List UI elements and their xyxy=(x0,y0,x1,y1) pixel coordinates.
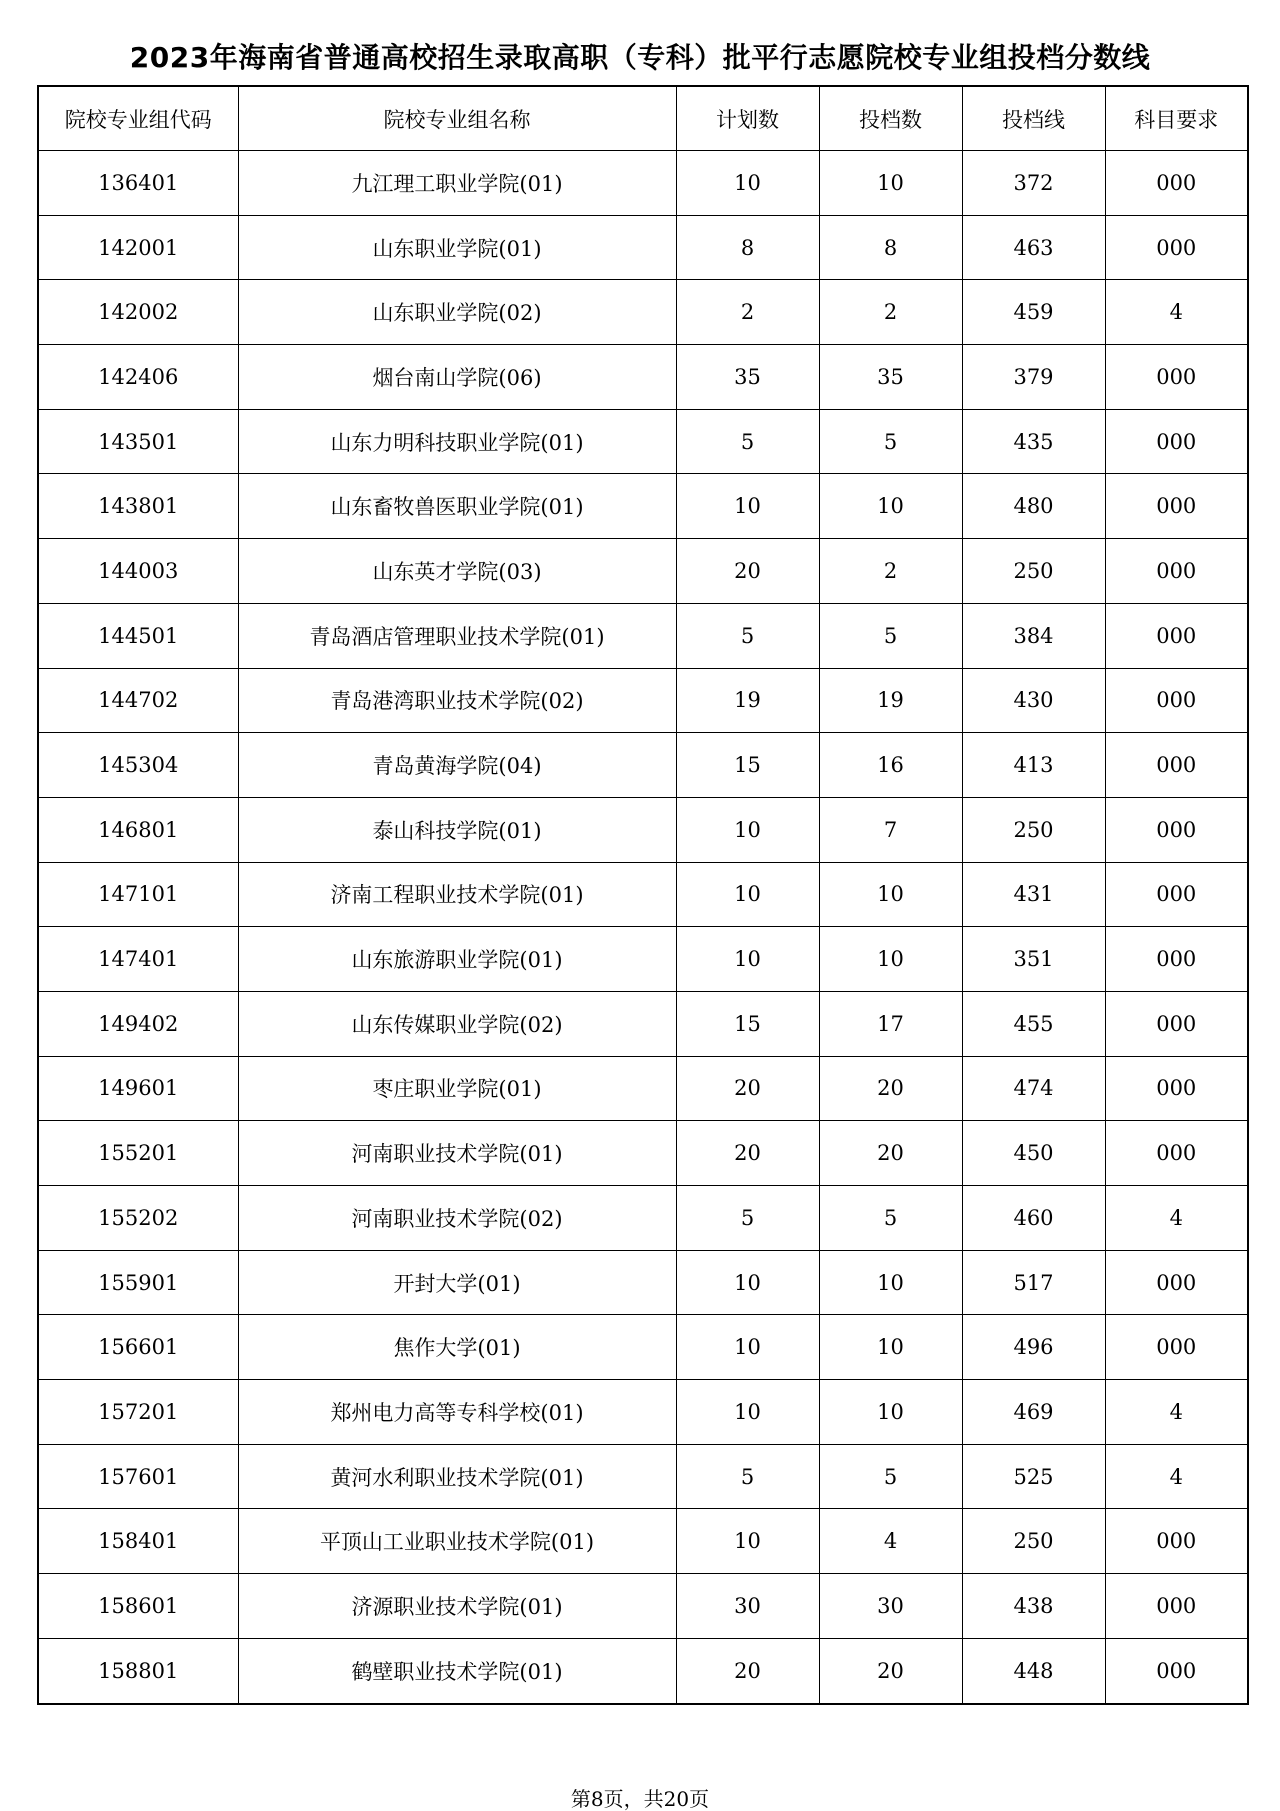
table-header-row xyxy=(38,86,1248,151)
cell-plan: 5 xyxy=(676,603,819,668)
table-row xyxy=(38,539,1248,604)
cell-cutoff: 474 xyxy=(962,1056,1105,1121)
cell-admitted: 8 xyxy=(819,215,962,280)
cell-name: 青岛黄海学院(04) xyxy=(238,733,676,798)
cell-plan: 10 xyxy=(676,797,819,862)
table-row xyxy=(38,215,1248,280)
cell-cutoff: 435 xyxy=(962,409,1105,474)
table-row xyxy=(38,1380,1248,1445)
cell-subject: 4 xyxy=(1105,1186,1248,1251)
cell-code: 156601 xyxy=(38,1315,238,1380)
cell-code: 158801 xyxy=(38,1638,238,1703)
cell-code: 145304 xyxy=(38,733,238,798)
cell-cutoff: 517 xyxy=(962,1250,1105,1315)
table-row xyxy=(38,151,1248,216)
cell-admitted: 4 xyxy=(819,1509,962,1574)
cell-name: 山东力明科技职业学院(01) xyxy=(238,409,676,474)
cell-plan: 20 xyxy=(676,1121,819,1186)
cell-admitted: 10 xyxy=(819,474,962,539)
table-row xyxy=(38,927,1248,992)
cell-plan: 19 xyxy=(676,668,819,733)
table-row xyxy=(38,409,1248,474)
cell-cutoff: 250 xyxy=(962,1509,1105,1574)
table-row xyxy=(38,603,1248,668)
cell-plan: 20 xyxy=(676,1056,819,1121)
cell-name: 山东英才学院(03) xyxy=(238,539,676,604)
cell-name: 郑州电力高等专科学校(01) xyxy=(238,1380,676,1445)
cell-name: 鹤壁职业技术学院(01) xyxy=(238,1638,676,1703)
cell-admitted: 5 xyxy=(819,409,962,474)
cell-subject: 000 xyxy=(1105,862,1248,927)
cell-code: 155901 xyxy=(38,1250,238,1315)
cell-admitted: 10 xyxy=(819,151,962,216)
cell-name: 山东畜牧兽医职业学院(01) xyxy=(238,474,676,539)
cell-plan: 5 xyxy=(676,409,819,474)
table-row xyxy=(38,1121,1248,1186)
cell-plan: 8 xyxy=(676,215,819,280)
cell-subject: 000 xyxy=(1105,1056,1248,1121)
cell-name: 河南职业技术学院(01) xyxy=(238,1121,676,1186)
cell-admitted: 20 xyxy=(819,1121,962,1186)
cell-admitted: 20 xyxy=(819,1638,962,1703)
cell-code: 155202 xyxy=(38,1186,238,1251)
cell-cutoff: 460 xyxy=(962,1186,1105,1251)
cell-code: 136401 xyxy=(38,151,238,216)
cell-admitted: 10 xyxy=(819,1315,962,1380)
cell-cutoff: 459 xyxy=(962,280,1105,345)
header-code: 院校专业组代码 xyxy=(38,86,238,151)
cell-name: 泰山科技学院(01) xyxy=(238,797,676,862)
cell-code: 158601 xyxy=(38,1574,238,1639)
cell-admitted: 19 xyxy=(819,668,962,733)
cell-name: 济源职业技术学院(01) xyxy=(238,1574,676,1639)
cell-code: 144003 xyxy=(38,539,238,604)
cell-plan: 20 xyxy=(676,539,819,604)
cell-plan: 10 xyxy=(676,474,819,539)
header-cutoff: 投档线 xyxy=(962,86,1105,151)
cell-code: 142001 xyxy=(38,215,238,280)
table-row xyxy=(38,1574,1248,1639)
cell-admitted: 16 xyxy=(819,733,962,798)
cell-cutoff: 384 xyxy=(962,603,1105,668)
cell-name: 开封大学(01) xyxy=(238,1250,676,1315)
cell-cutoff: 430 xyxy=(962,668,1105,733)
cell-name: 山东旅游职业学院(01) xyxy=(238,927,676,992)
cell-cutoff: 463 xyxy=(962,215,1105,280)
cell-cutoff: 525 xyxy=(962,1444,1105,1509)
cell-cutoff: 469 xyxy=(962,1380,1105,1445)
cell-subject: 000 xyxy=(1105,1574,1248,1639)
cell-name: 九江理工职业学院(01) xyxy=(238,151,676,216)
cell-plan: 10 xyxy=(676,1250,819,1315)
cell-code: 147401 xyxy=(38,927,238,992)
cell-plan: 10 xyxy=(676,927,819,992)
cell-plan: 20 xyxy=(676,1638,819,1703)
cell-admitted: 2 xyxy=(819,280,962,345)
cell-subject: 000 xyxy=(1105,539,1248,604)
cell-subject: 000 xyxy=(1105,603,1248,668)
cell-subject: 000 xyxy=(1105,409,1248,474)
cell-subject: 000 xyxy=(1105,733,1248,798)
cell-cutoff: 372 xyxy=(962,151,1105,216)
table-row xyxy=(38,1638,1248,1703)
table-body xyxy=(38,151,1248,1704)
cell-plan: 30 xyxy=(676,1574,819,1639)
cell-subject: 000 xyxy=(1105,1121,1248,1186)
page-title: 2023年海南省普通高校招生录取高职（专科）批平行志愿院校专业组投档分数线 xyxy=(129,41,1151,74)
cell-name: 山东职业学院(01) xyxy=(238,215,676,280)
table-row xyxy=(38,474,1248,539)
table-row xyxy=(38,1315,1248,1380)
cell-admitted: 5 xyxy=(819,1444,962,1509)
cell-cutoff: 438 xyxy=(962,1574,1105,1639)
cell-code: 142406 xyxy=(38,345,238,410)
cell-code: 146801 xyxy=(38,797,238,862)
cell-subject: 000 xyxy=(1105,151,1248,216)
cell-name: 平顶山工业职业技术学院(01) xyxy=(238,1509,676,1574)
cell-name: 青岛酒店管理职业技术学院(01) xyxy=(238,603,676,668)
cell-admitted: 35 xyxy=(819,345,962,410)
header-name: 院校专业组名称 xyxy=(238,86,676,151)
cell-subject: 000 xyxy=(1105,991,1248,1056)
cell-code: 157601 xyxy=(38,1444,238,1509)
cell-subject: 4 xyxy=(1105,280,1248,345)
cell-admitted: 17 xyxy=(819,991,962,1056)
cell-name: 烟台南山学院(06) xyxy=(238,345,676,410)
cell-code: 149601 xyxy=(38,1056,238,1121)
cell-plan: 10 xyxy=(676,1380,819,1445)
table-row xyxy=(38,797,1248,862)
cell-name: 山东传媒职业学院(02) xyxy=(238,991,676,1056)
table-row xyxy=(38,345,1248,410)
cell-cutoff: 496 xyxy=(962,1315,1105,1380)
table-row xyxy=(38,733,1248,798)
cell-cutoff: 351 xyxy=(962,927,1105,992)
cell-admitted: 7 xyxy=(819,797,962,862)
cell-plan: 15 xyxy=(676,733,819,798)
cell-subject: 000 xyxy=(1105,345,1248,410)
cell-admitted: 5 xyxy=(819,1186,962,1251)
cell-subject: 000 xyxy=(1105,474,1248,539)
cell-cutoff: 450 xyxy=(962,1121,1105,1186)
cell-plan: 2 xyxy=(676,280,819,345)
cell-cutoff: 431 xyxy=(962,862,1105,927)
cell-cutoff: 379 xyxy=(962,345,1105,410)
cell-plan: 10 xyxy=(676,151,819,216)
cell-plan: 5 xyxy=(676,1186,819,1251)
cell-plan: 10 xyxy=(676,1509,819,1574)
table-row xyxy=(38,1056,1248,1121)
cell-admitted: 10 xyxy=(819,862,962,927)
cell-subject: 000 xyxy=(1105,668,1248,733)
cell-plan: 15 xyxy=(676,991,819,1056)
table-row xyxy=(38,668,1248,733)
cell-cutoff: 455 xyxy=(962,991,1105,1056)
cell-name: 焦作大学(01) xyxy=(238,1315,676,1380)
cell-code: 143501 xyxy=(38,409,238,474)
cell-subject: 000 xyxy=(1105,797,1248,862)
cell-subject: 000 xyxy=(1105,1638,1248,1703)
cell-cutoff: 250 xyxy=(962,539,1105,604)
table-row xyxy=(38,1186,1248,1251)
table-row xyxy=(38,1509,1248,1574)
cell-code: 144501 xyxy=(38,603,238,668)
table-row xyxy=(38,862,1248,927)
cell-name: 河南职业技术学院(02) xyxy=(238,1186,676,1251)
table-row xyxy=(38,280,1248,345)
cell-admitted: 10 xyxy=(819,1380,962,1445)
cell-plan: 10 xyxy=(676,1315,819,1380)
table-row xyxy=(38,1444,1248,1509)
cell-name: 枣庄职业学院(01) xyxy=(238,1056,676,1121)
cell-name: 青岛港湾职业技术学院(02) xyxy=(238,668,676,733)
cell-subject: 000 xyxy=(1105,927,1248,992)
cell-code: 147101 xyxy=(38,862,238,927)
table-row xyxy=(38,1250,1248,1315)
cell-admitted: 5 xyxy=(819,603,962,668)
cell-plan: 5 xyxy=(676,1444,819,1509)
header-admitted: 投档数 xyxy=(819,86,962,151)
cell-subject: 000 xyxy=(1105,1315,1248,1380)
cell-plan: 35 xyxy=(676,345,819,410)
cell-code: 155201 xyxy=(38,1121,238,1186)
cell-code: 144702 xyxy=(38,668,238,733)
cell-plan: 10 xyxy=(676,862,819,927)
cell-subject: 000 xyxy=(1105,1509,1248,1574)
cell-admitted: 10 xyxy=(819,1250,962,1315)
cell-name: 黄河水利职业技术学院(01) xyxy=(238,1444,676,1509)
cell-admitted: 2 xyxy=(819,539,962,604)
cell-code: 149402 xyxy=(38,991,238,1056)
cell-name: 济南工程职业技术学院(01) xyxy=(238,862,676,927)
cell-code: 142002 xyxy=(38,280,238,345)
cell-subject: 4 xyxy=(1105,1444,1248,1509)
cell-cutoff: 448 xyxy=(962,1638,1105,1703)
cell-admitted: 10 xyxy=(819,927,962,992)
page-number: 第8页，共20页 xyxy=(570,1787,710,1811)
cell-subject: 000 xyxy=(1105,215,1248,280)
cell-code: 157201 xyxy=(38,1380,238,1445)
cell-cutoff: 413 xyxy=(962,733,1105,798)
cell-cutoff: 250 xyxy=(962,797,1105,862)
table-row xyxy=(38,991,1248,1056)
admission-score-table xyxy=(37,85,1249,1705)
header-plan: 计划数 xyxy=(676,86,819,151)
cell-code: 143801 xyxy=(38,474,238,539)
cell-admitted: 30 xyxy=(819,1574,962,1639)
cell-name: 山东职业学院(02) xyxy=(238,280,676,345)
header-subject: 科目要求 xyxy=(1105,86,1248,151)
cell-subject: 000 xyxy=(1105,1250,1248,1315)
cell-subject: 4 xyxy=(1105,1380,1248,1445)
cell-cutoff: 480 xyxy=(962,474,1105,539)
cell-code: 158401 xyxy=(38,1509,238,1574)
cell-admitted: 20 xyxy=(819,1056,962,1121)
